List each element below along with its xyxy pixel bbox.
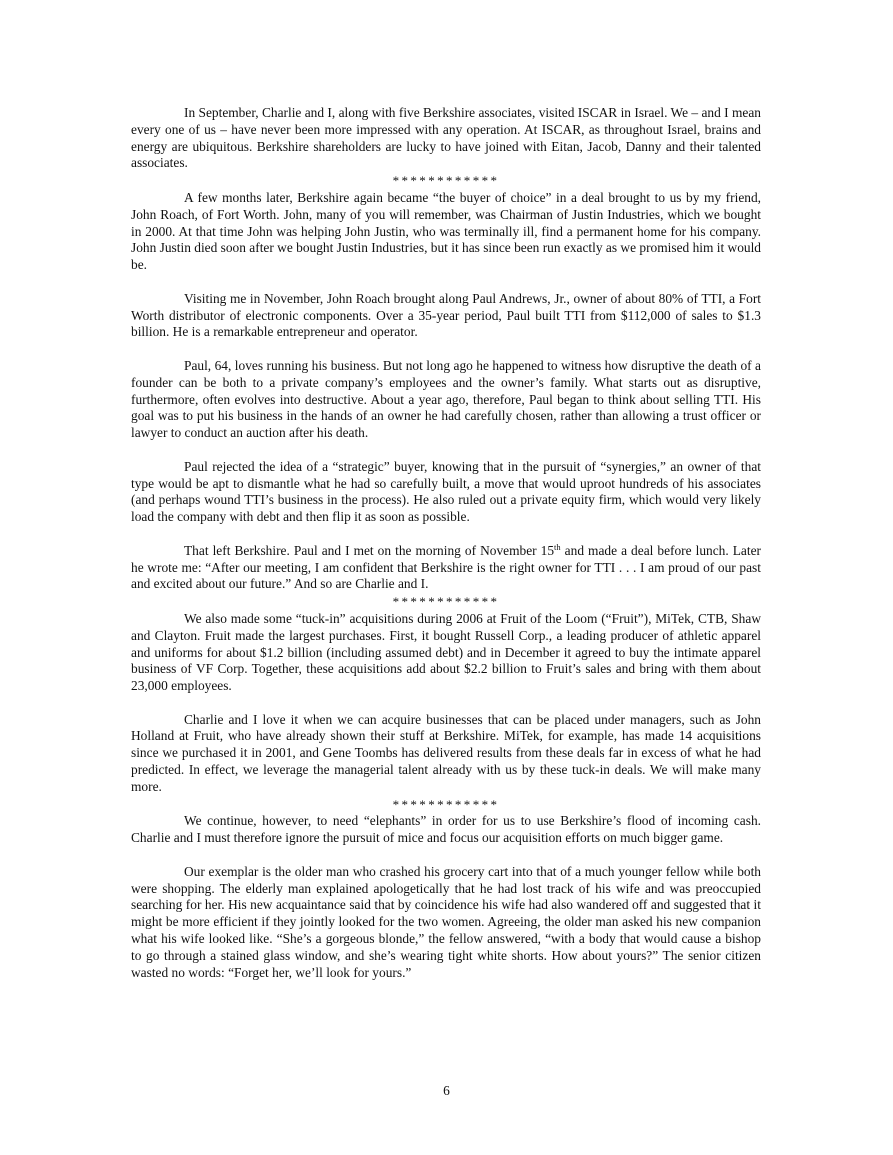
deal-text-end: and made a deal before lunch. Later he wrote me: “After our meeting, I am confident that Berkshire is the right owner for TTI . . . I am proud of our past and excited about our future.” And so are Charlie and I. [131, 542, 761, 592]
paragraph-paul-business: Paul, 64, loves running his business. But not long ago he happened to witness how disruptive the death of a founder can be both to a private company’s employees and the owner’s family. What starts out as disruptive, furthermore, often evolves into destructive. About a year ago, therefore, Paul began to think about selling TTI. His goal was to put his business in the hands of an owner he had carefully chosen, rather than allowing a trust officer or lawyer to conduct an auction after his death. [131, 357, 761, 441]
paragraph-gap [131, 847, 761, 864]
page-number: 6 [443, 1083, 450, 1098]
paragraph-gap [131, 341, 761, 358]
paragraph-iscar-visit: In September, Charlie and I, along with five Berkshire associates, visited ISCAR in Israel. We – and I mean every one of us – have never been more impressed with any operation. At ISCAR, as throughout Israel, brains and energy are ubiquitous. Berkshire shareholders are lucky to have joined with Eitan, Jacob, Danny and their talented associates. [131, 105, 761, 171]
paragraph-paul-andrews: Visiting me in November, John Roach brought along Paul Andrews, Jr., owner of about 80% of TTI, a Fort Worth distributor of electronic components. Over a 35-year period, Paul built TTI from $112,000 of sales to $1.3 billion. He is a remarkable entrepreneur and operator. [131, 290, 761, 340]
paragraph-gap [131, 274, 761, 291]
section-separator: ************ [392, 594, 500, 610]
paragraph-gap [131, 442, 761, 459]
paragraph-gap [131, 526, 761, 543]
deal-text-start: That left Berkshire. Paul and I met on the morning of November 15 [184, 542, 555, 558]
paragraph-strategic-buyer: Paul rejected the idea of a “strategic” buyer, knowing that in the pursuit of “synergies,” an owner of that type would be apt to dismantle what he had so carefully built, a move that would uproot hundreds of his associates (and perhaps wound TTI’s business in the process). He also ruled out a private equity firm, which would very likely load the company with debt and then flip it as soon as possible. [131, 458, 761, 525]
paragraph-exemplar-story: Our exemplar is the older man who crashed his grocery cart into that of a much younger fellow while both were shopping. The elderly man explained apologetically that he had lost track of his wife and was preoccupied searching for her. His new acquaintance said that by coincidence his wife had also wandered off and suggested that it might be more efficient if they jointly looked for the two women. Agreeing, the older man asked his new companion what his wife looked like. “She’s a gorgeous blonde,” the fellow answered, “with a body that would cause a bishop to go through a stained glass window, and she’s wearing tight white shorts. How about yours?” The senior citizen wasted no words: “Forget her, we’ll look for yours.” [131, 863, 761, 980]
paragraph-gap [131, 695, 761, 712]
paragraph-john-roach: A few months later, Berkshire again became “the buyer of choice” in a deal brought to us by my friend, John Roach, of Fort Worth. John, many of you will remember, was Chairman of Justin Industries, which we bought in 2000. At that time John was helping John Justin, who was terminally ill, find a permanent home for his company. John Justin died soon after we bought Justin Industries, but it has since been run exactly as we promised him it would be. [131, 189, 762, 273]
paragraph-berkshire-deal [131, 543, 761, 593]
letter-body [131, 105, 761, 981]
section-separator: ************ [392, 796, 500, 812]
ordinal-superscript: th [554, 541, 561, 552]
section-separator: ************ [392, 173, 500, 189]
paragraph-managers: Charlie and I love it when we can acquire businesses that can be placed under managers, such as John Holland at Fruit, who have already shown their stuff at Berkshire. MiTek, for example, has made 14 acquisitions since we purchased it in 2001, and Gene Toombs has delivered results from these deals far in excess of what he had predicted. In effect, we leverage the managerial talent already with us by these tuck-in deals. We will make many more. [131, 711, 761, 794]
paragraph-elephants: We continue, however, to need “elephants” in order for us to use Berkshire’s flood of incoming cash. Charlie and I must therefore ignore the pursuit of mice and focus our acquisition efforts on much bigger game. [131, 813, 761, 846]
paragraph-tuck-in-acquisitions: We also made some “tuck-in” acquisitions during 2006 at Fruit of the Loom (“Fruit”), MiTek, CTB, Shaw and Clayton. Fruit made the largest purchases. First, it bought Russell Corp., a leading producer of athletic apparel and uniforms for about $1.2 billion (including assumed debt) and in December it agreed to buy the intimate apparel business of VF Corp. Together, these acquisitions add about $2.2 billion to Fruit’s sales and bring with them about 23,000 employees. [131, 610, 761, 694]
